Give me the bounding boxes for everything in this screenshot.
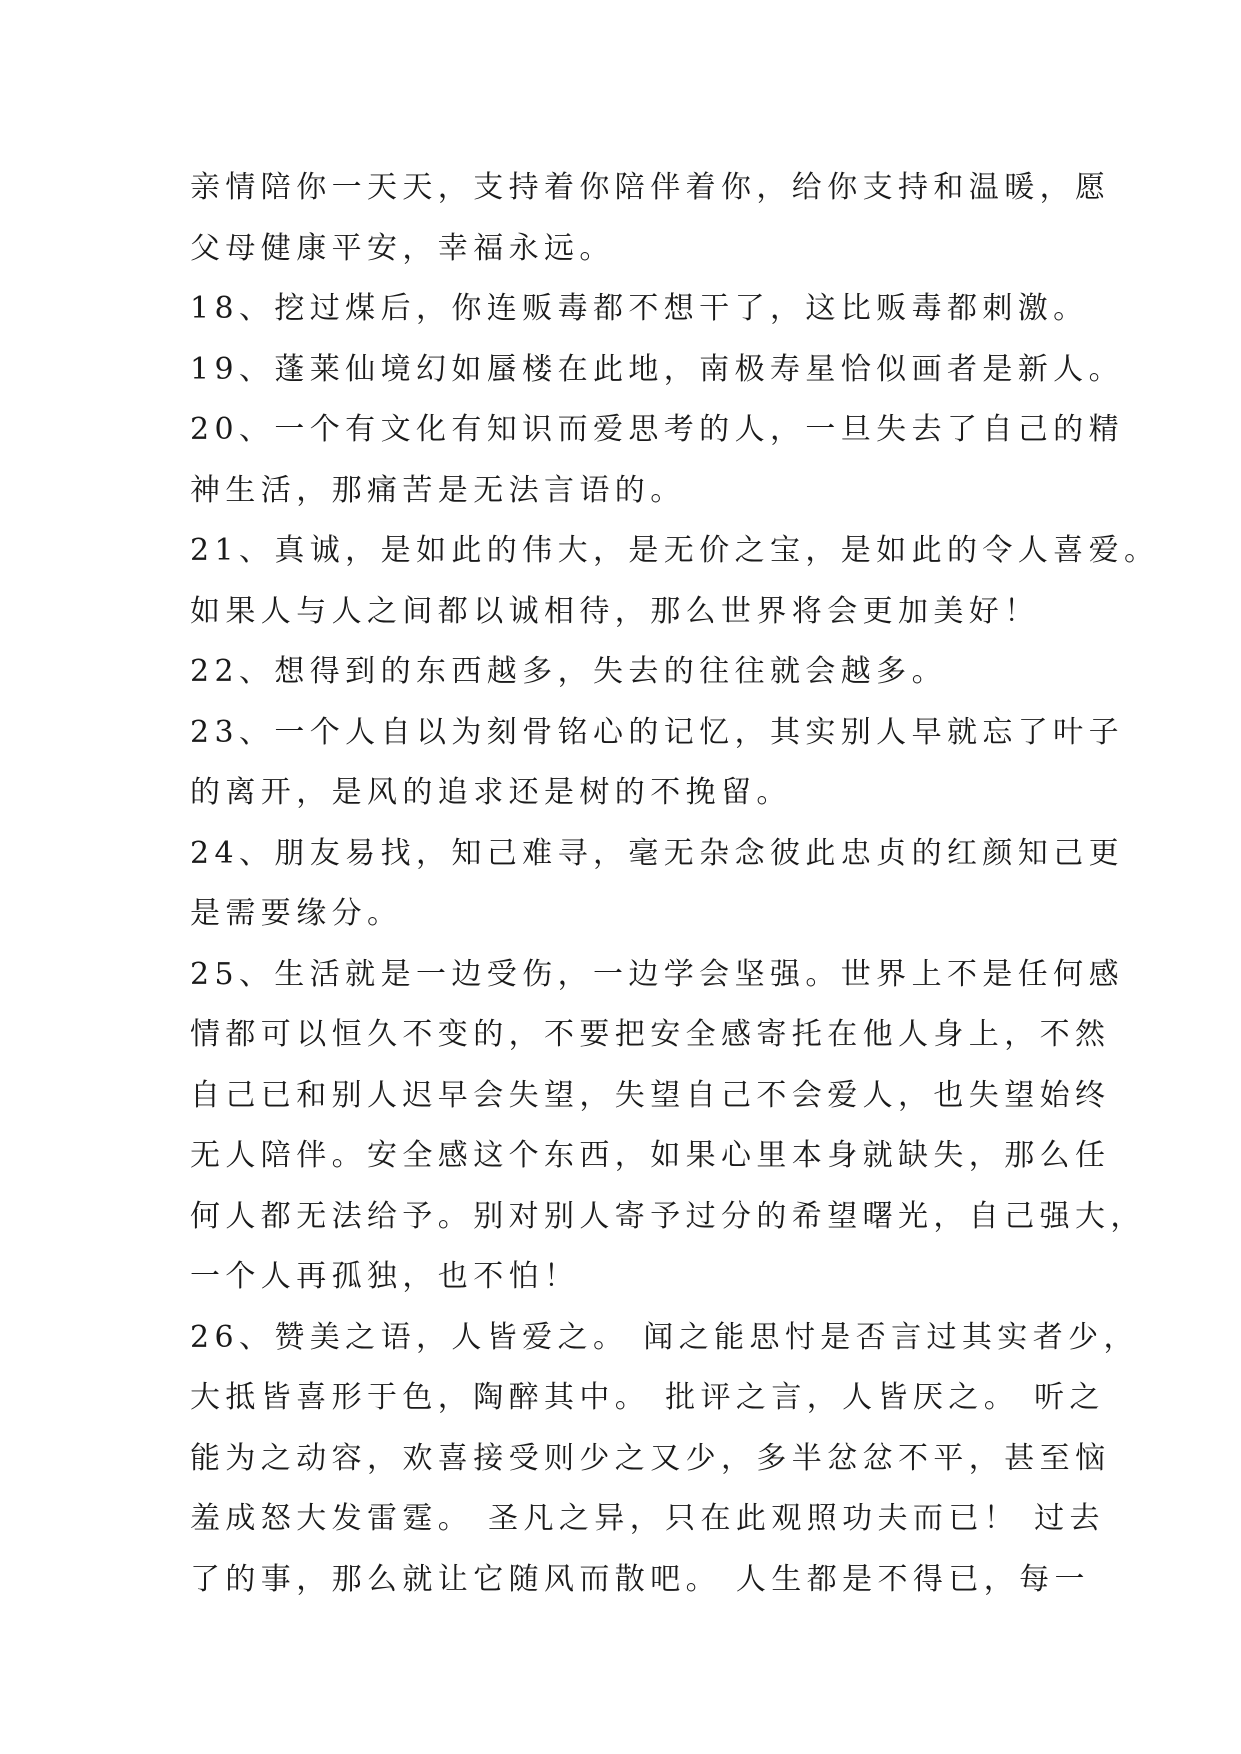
text-line: 是需要缘分。 — [190, 896, 403, 931]
text-line: 何人都无法给予。别对别人寄予过分的希望曙光，自己强大， — [190, 1198, 1146, 1234]
text-line: 23、一个人自以为刻骨铭心的记忆，其实别人早就忘了叶子 — [190, 714, 1124, 750]
text-line: 如果人与人之间都以诚相待，那么世界将会更加美好！ — [190, 593, 1040, 629]
text-line: 25、生活就是一边受伤，一边学会坚强。世界上不是任何感 — [190, 956, 1124, 992]
text-line: 18、挖过煤后，你连贩毒都不想干了，这比贩毒都刺激。 — [190, 291, 1089, 326]
text-line: 父母健康平安，幸福永远。 — [190, 230, 615, 266]
text-line: 大抵皆喜形于色，陶醉其中。 批评之言，人皆厌之。 听之 — [190, 1380, 1105, 1415]
text-line: 一个人再孤独，也不怕！ — [190, 1259, 580, 1294]
text-line: 24、朋友易找，知己难寻，毫无杂念彼此忠贞的红颜知己更 — [190, 835, 1124, 871]
text-line: 自己已和别人迟早会失望，失望自己不会爱人，也失望始终 — [190, 1077, 1111, 1113]
text-line: 的离开，是风的追求还是树的不挽留。 — [190, 775, 792, 810]
text-line: 亲情陪你一天天，支持着你陪伴着你，给你支持和温暖，愿 — [190, 170, 1111, 205]
text-line: 20、一个有文化有知识而爱思考的人，一旦失去了自己的精 — [190, 412, 1124, 447]
text-line: 情都可以恒久不变的，不要把安全感寄托在他人身上，不然 — [190, 1017, 1111, 1052]
text-line: 无人陪伴。安全感这个东西，如果心里本身就缺失，那么任 — [190, 1138, 1111, 1173]
text-line: 能为之动容，欢喜接受则少之又少，多半忿忿不平，甚至恼 — [190, 1440, 1111, 1476]
text-line: 神生活，那痛苦是无法言语的。 — [190, 472, 686, 508]
text-line: 羞成怒大发雷霆。 圣凡之异，只在此观照功夫而已！ 过去 — [190, 1501, 1105, 1536]
body-text — [190, 158, 1160, 1610]
text-line: 19、蓬莱仙境幻如蜃楼在此地，南极寿星恰似画者是新人。 — [190, 351, 1124, 387]
text-line: 21、真诚，是如此的伟大，是无价之宝，是如此的令人喜爱。 — [190, 533, 1160, 568]
text-line: 了的事，那么就让它随风而散吧。 人生都是不得已，每一 — [190, 1561, 1090, 1597]
text-line: 22、想得到的东西越多，失去的往往就会越多。 — [190, 654, 947, 689]
text-line: 26、赞美之语，人皆爱之。 闻之能思忖是否言过其实者少， — [190, 1319, 1139, 1355]
